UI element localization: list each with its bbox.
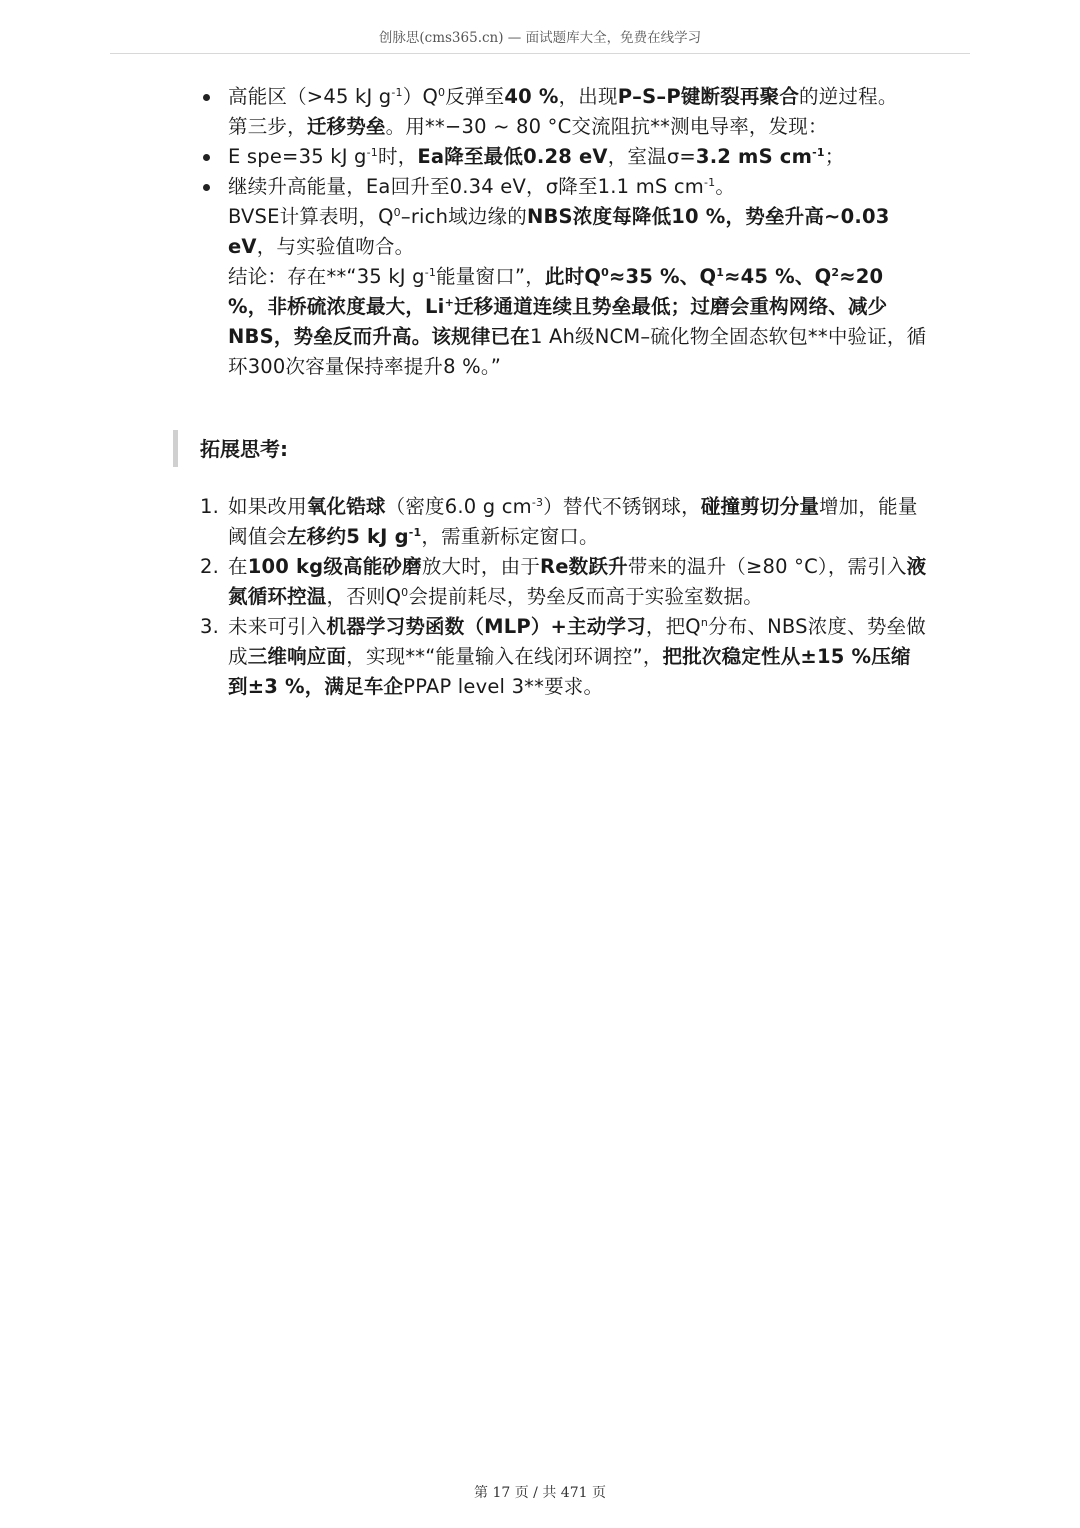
main-content [200,82,928,382]
bullet-dot-icon [203,154,210,161]
bullet-dot-icon [203,184,210,191]
section-title: 拓展思考: [200,437,288,461]
list-number: 1. [200,495,220,518]
bullet-high-energy: 高能区（>45 kJ $g^{-1})Q^0$反弹至40 %，出现P–S–P键断裂再聚合的逆过程。 [200,82,928,112]
section-quote-bar [173,430,178,467]
page-header: 创脉思(cms365.cn) — 面试题库大全，免费在线学习 [378,30,702,46]
header-divider [110,53,970,54]
list-number: 3. [200,615,220,638]
extension-list [200,492,928,702]
step-three-paragraph: 第三步，迁移势垒。用**−30 ~ 80 °C交流阻抗**测电导率，发现： [228,115,828,138]
bullet-ea-min: E spe=35 kJ $g^{-1}$时，Ea降至最低0.28 eV，室温σ=3.2 mS $cm^{-1}$； [200,142,928,172]
bullet-dot-icon [203,94,210,101]
bvse-paragraph: BVSE计算表明，$Q^0$–rich域边缘的NBS浓度每降低10 %，势垒升高~0.03 eV，与实验值吻合。 [228,205,890,258]
list-item-2: 2. 在100 kg级高能砂磨放大时，由于Re数跃升带来的温升（≥80 °C），需引入液氮循环控温，否则$Q^0$会提前耗尽，势垒反而高于实验室数据。 [200,552,928,612]
section-heading [173,430,873,467]
list-item-1: 1. 如果改用氧化锆球（密度6.0 g $cm^{-3}$）替代不锈钢球，碰撞剪切分量增加，能量阈值会左移约5 kJ $g^{-1}$，需重新标定窗口。 [200,492,928,552]
page-footer: 第 17 页 / 共 471 页 [474,1485,606,1501]
bullet-ea-rise: 继续升高能量，Ea回升至0.34 eV，σ降至1.1 mS $cm^{-1}$。 [200,172,928,202]
conclusion-paragraph: 结论：存在**“35 kJ $g^{-1}$能量窗口”，此时$Q^0\approx 35$ %、$Q^1\approx 45$ %、$Q^2\approx 20$ %，非桥硫浓度最大，Li+迁移通道连续且势垒最低；过磨会重构网络、减少NBS，势垒反而升高。该规律已在1 Ah级NCM–硫化物全固态软包**中验证，循环300次容量保持率提升8 %。” [228,265,927,378]
list-item-3: 3. 未来可引入机器学习势函数（MLP）+主动学习，把$Q^n$分布、NBS浓度、势垒做成三维响应面，实现**“能量输入在线闭环调控”，把批次稳定性从±15 %压缩到±3 %，满足车企PPAP level 3**要求。 [200,612,928,702]
list-number: 2. [200,555,220,578]
